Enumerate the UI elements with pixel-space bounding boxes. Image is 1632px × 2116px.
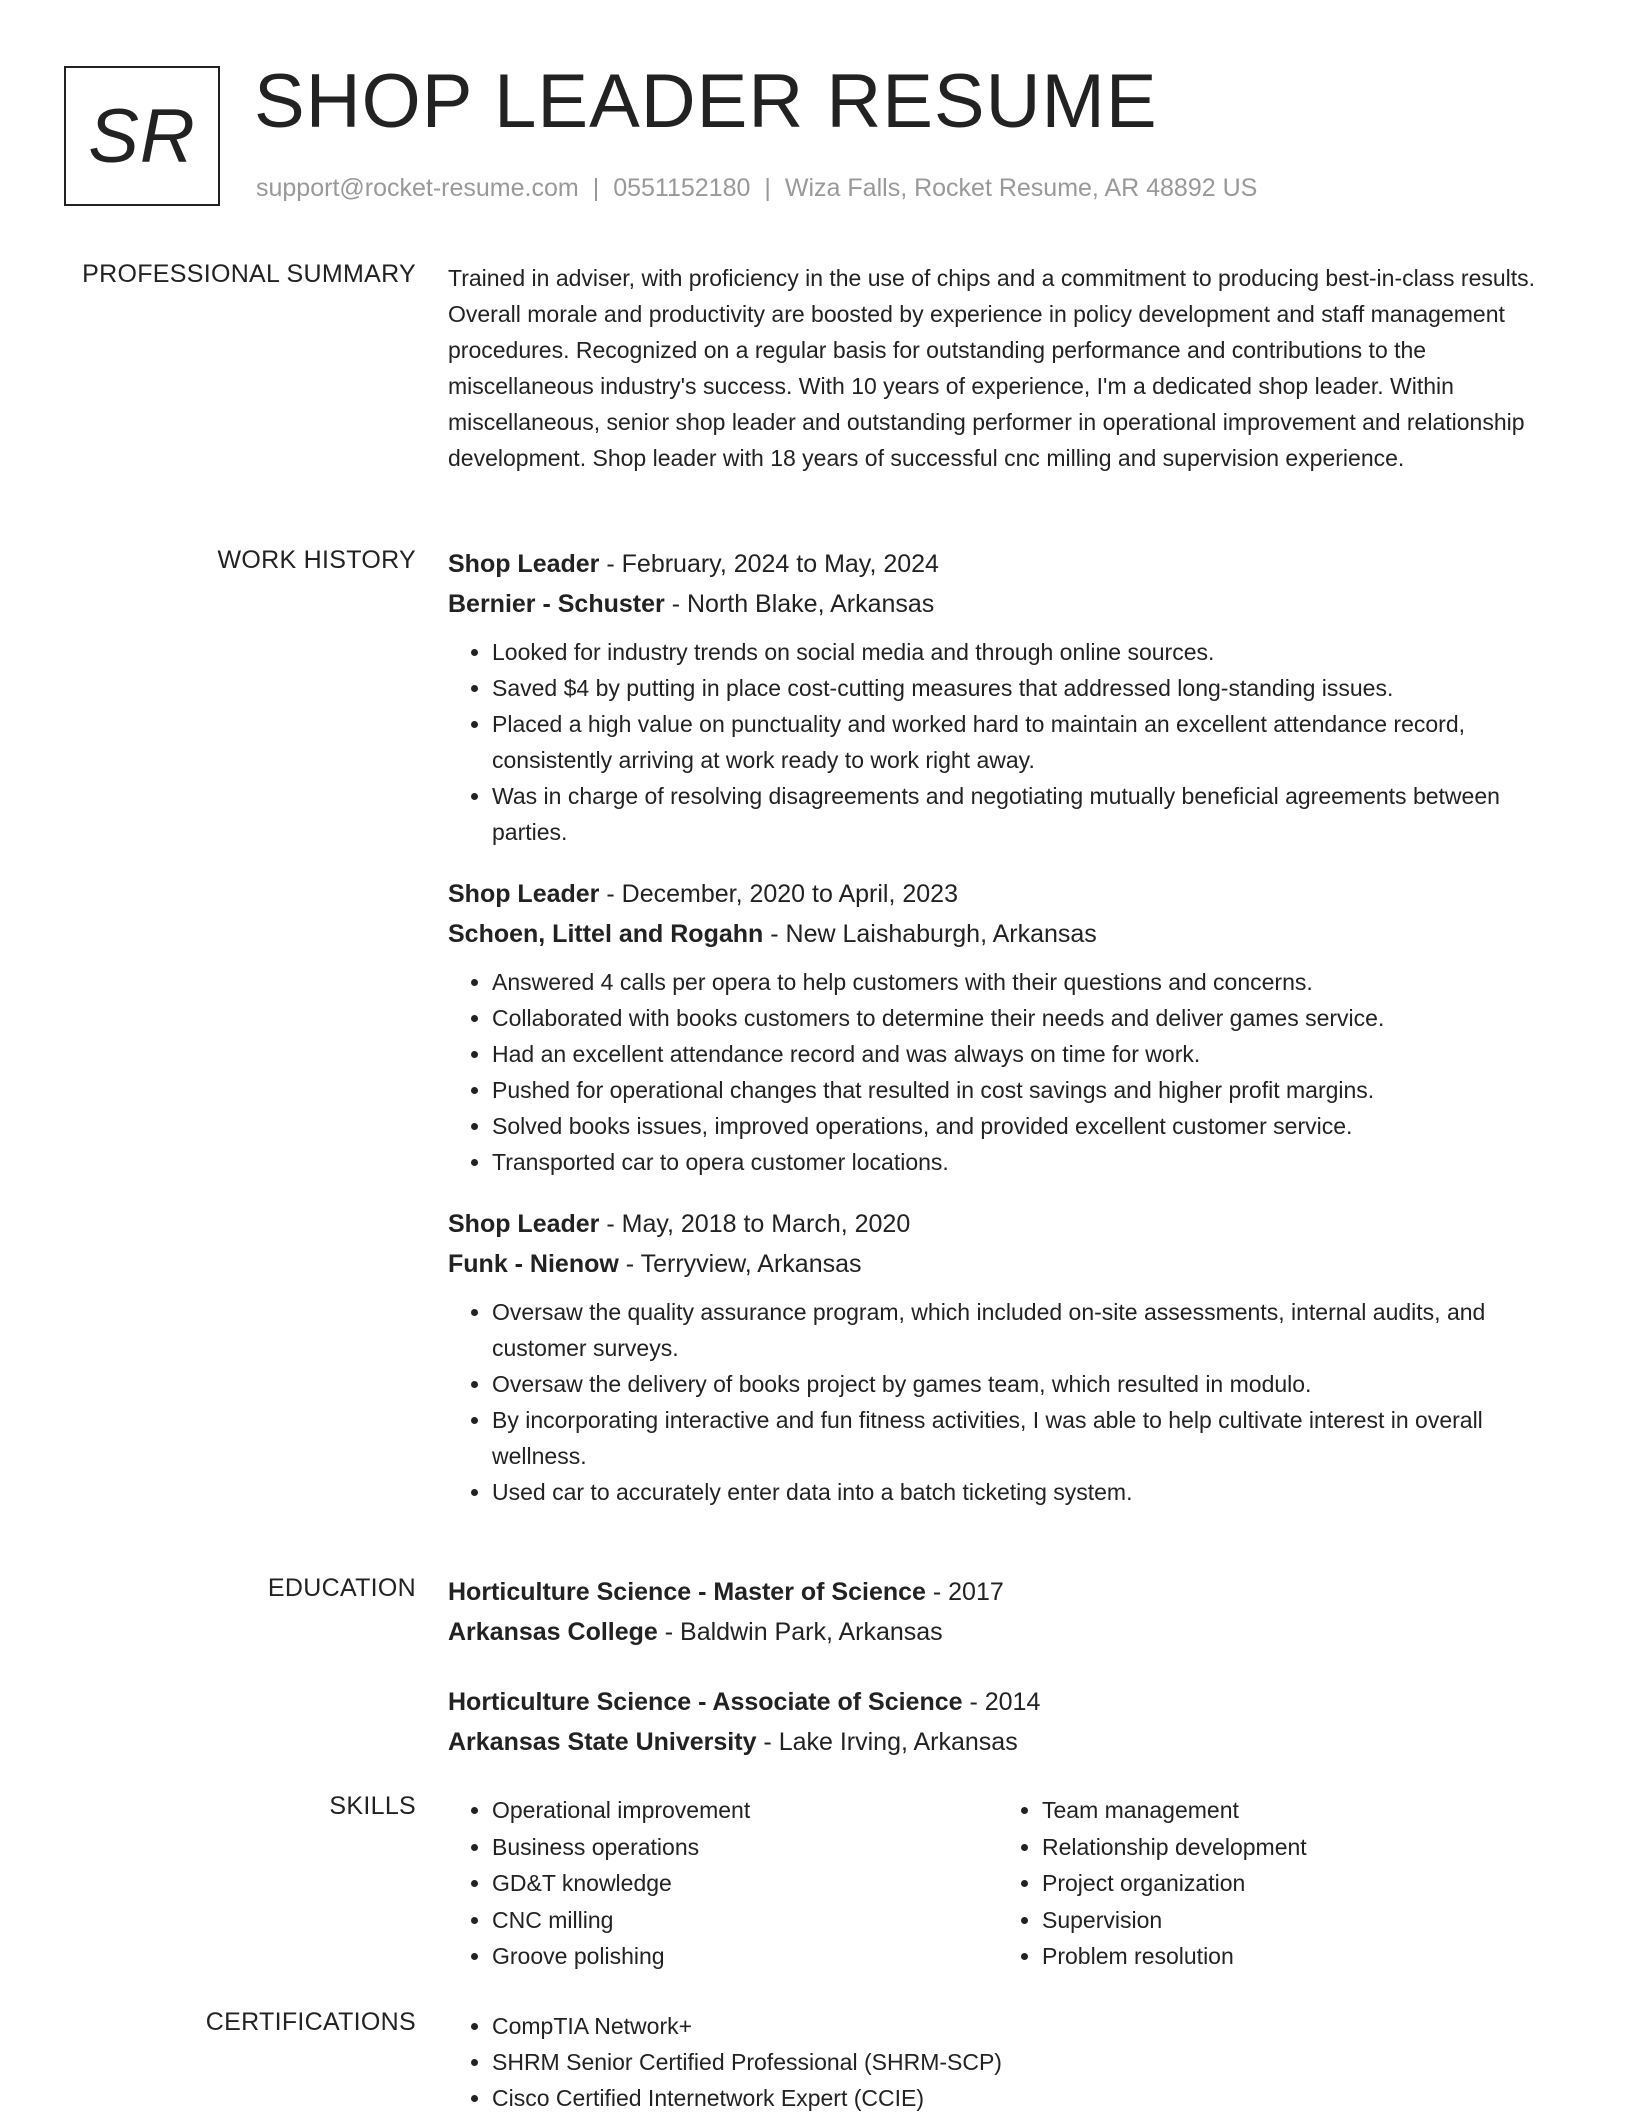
job-company: Funk - Nienow — [448, 1250, 619, 1278]
certification-item: • SHRM Senior Certified Professional (SHRM-SCP) — [492, 2044, 1568, 2080]
education-degree-line — [448, 1682, 1568, 1722]
certification-item: • CompTIA Network+ — [492, 2008, 1568, 2044]
skill-item: • Team management — [1042, 1792, 1548, 1829]
job-bullet: • Was in charge of resolving disagreements and negotiating mutually beneficial agreements between parties. — [492, 778, 1568, 850]
job-bullets — [448, 964, 1568, 1180]
contact-phone: 0551152180 — [613, 174, 751, 202]
job-bullet: • Answered 4 calls per opera to help customers with their questions and concerns. — [492, 964, 1568, 1000]
certifications-body — [448, 2008, 1568, 2116]
certification-item: • Cisco Certified Internetwork Expert (CCIE) — [492, 2080, 1568, 2116]
job-bullet: • Collaborated with books customers to determine their needs and deliver games service. — [492, 1000, 1568, 1036]
skill-item: • Business operations — [492, 1829, 998, 1866]
job-location: - New Laishaburgh, Arkansas — [763, 920, 1097, 948]
skills-column-left — [448, 1792, 998, 1975]
skill-item: • GD&T knowledge — [492, 1865, 998, 1902]
education-location: - Baldwin Park, Arkansas — [657, 1618, 943, 1646]
contact-email: support@rocket-resume.com — [256, 174, 579, 202]
job-bullet: • Placed a high value on punctuality and worked hard to maintain an excellent attendance record, consistently arriving at work ready to work right away. — [492, 706, 1568, 778]
job-bullet: • Looked for industry trends on social media and through online sources. — [492, 634, 1568, 670]
contact-address: Wiza Falls, Rocket Resume, AR 48892 US — [784, 174, 1258, 202]
education-entry — [448, 1572, 1568, 1652]
job-dates: - December, 2020 to April, 2023 — [599, 880, 958, 908]
job-bullets — [448, 1294, 1568, 1510]
education-year: - 2017 — [925, 1578, 1004, 1606]
contact-separator: | — [764, 174, 771, 202]
section-title-skills: SKILLS — [329, 1792, 416, 1820]
contact-line — [256, 174, 1257, 203]
education-location: - Lake Irving, Arkansas — [756, 1728, 1018, 1756]
section-title-summary: PROFESSIONAL SUMMARY — [82, 260, 416, 288]
job-bullet: • Had an excellent attendance record and was always on time for work. — [492, 1036, 1568, 1072]
education-year: - 2014 — [962, 1688, 1041, 1716]
job-role: Shop Leader — [448, 550, 600, 578]
job-company-line — [448, 914, 1568, 954]
education-school-line — [448, 1612, 1568, 1652]
monogram-badge: SR — [64, 66, 220, 206]
job-bullet: • Saved $4 by putting in place cost-cutting measures that addressed long-standing issues. — [492, 670, 1568, 706]
skill-item: • Relationship development — [1042, 1829, 1548, 1866]
education-degree-line — [448, 1572, 1568, 1612]
job-bullet: • Transported car to opera customer locations. — [492, 1144, 1568, 1180]
skill-item: • Project organization — [1042, 1865, 1548, 1902]
education-degree: Horticulture Science - Associate of Science — [448, 1688, 963, 1716]
summary-text: Trained in adviser, with proficiency in the use of chips and a commitment to producing best-in-class results. Overall morale and productivity are boosted by experience in policy development and staff management procedures. Recognized on a regular basis for outstanding performance and contributions to the miscellaneous industry's success. With 10 years of experience, I'm a dedicated shop leader. Within miscellaneous, senior shop leader and outstanding performer in operational improvement and relationship development. Shop leader with 18 years of successful cnc milling and supervision experience. — [448, 265, 1536, 471]
skill-item: • CNC milling — [492, 1902, 998, 1939]
job-role: Shop Leader — [448, 1210, 600, 1238]
job-company-line — [448, 1244, 1568, 1284]
job-company: Bernier - Schuster — [448, 590, 665, 618]
skill-item: • Problem resolution — [1042, 1938, 1548, 1975]
skill-item: • Groove polishing — [492, 1938, 998, 1975]
job-dates: - May, 2018 to March, 2020 — [599, 1210, 911, 1238]
work-body — [448, 544, 1568, 1534]
contact-separator: | — [592, 174, 600, 202]
job-role: Shop Leader — [448, 880, 600, 908]
certifications-list — [448, 2008, 1568, 2116]
job-dates: - February, 2024 to May, 2024 — [599, 550, 939, 578]
job-bullet: • Used car to accurately enter data into a batch ticketing system. — [492, 1474, 1568, 1510]
job-company-line — [448, 584, 1568, 624]
job-bullet: • Oversaw the delivery of books project by games team, which resulted in modulo. — [492, 1366, 1568, 1402]
job-bullet: • By incorporating interactive and fun fitness activities, I was able to help cultivate interest in overall wellness. — [492, 1402, 1568, 1474]
job-role-line — [448, 1204, 1568, 1244]
section-title-certifications: CERTIFICATIONS — [205, 2008, 416, 2036]
skills-column-right — [998, 1792, 1548, 1975]
job-bullet: • Oversaw the quality assurance program, which included on-site assessments, internal audits, and customer surveys. — [492, 1294, 1568, 1366]
job-entry — [448, 874, 1568, 1180]
job-role-line — [448, 874, 1568, 914]
skill-item: • Supervision — [1042, 1902, 1548, 1939]
job-location: - Terryview, Arkansas — [618, 1250, 862, 1278]
job-bullets — [448, 634, 1568, 850]
summary-body — [448, 260, 1568, 476]
resume-title: SHOP LEADER RESUME — [254, 59, 1158, 144]
education-body — [448, 1572, 1568, 1792]
skill-item: • Operational improvement — [492, 1792, 998, 1829]
job-bullet: • Pushed for operational changes that resulted in cost savings and higher profit margins. — [492, 1072, 1568, 1108]
education-degree: Horticulture Science - Master of Science — [448, 1578, 926, 1606]
job-entry — [448, 544, 1568, 850]
job-company: Schoen, Littel and Rogahn — [448, 920, 764, 948]
section-title-education: EDUCATION — [267, 1574, 416, 1602]
education-school-line — [448, 1722, 1568, 1762]
job-role-line — [448, 544, 1568, 584]
skills-grid — [448, 1792, 1568, 1975]
education-entry — [448, 1682, 1568, 1762]
education-school: Arkansas College — [448, 1618, 658, 1646]
job-location: - North Blake, Arkansas — [664, 590, 935, 618]
job-entry — [448, 1204, 1568, 1510]
section-title-work: WORK HISTORY — [217, 546, 416, 574]
skills-body — [448, 1792, 1568, 1975]
education-school: Arkansas State University — [448, 1728, 757, 1756]
job-bullet: • Solved books issues, improved operations, and provided excellent customer service. — [492, 1108, 1568, 1144]
